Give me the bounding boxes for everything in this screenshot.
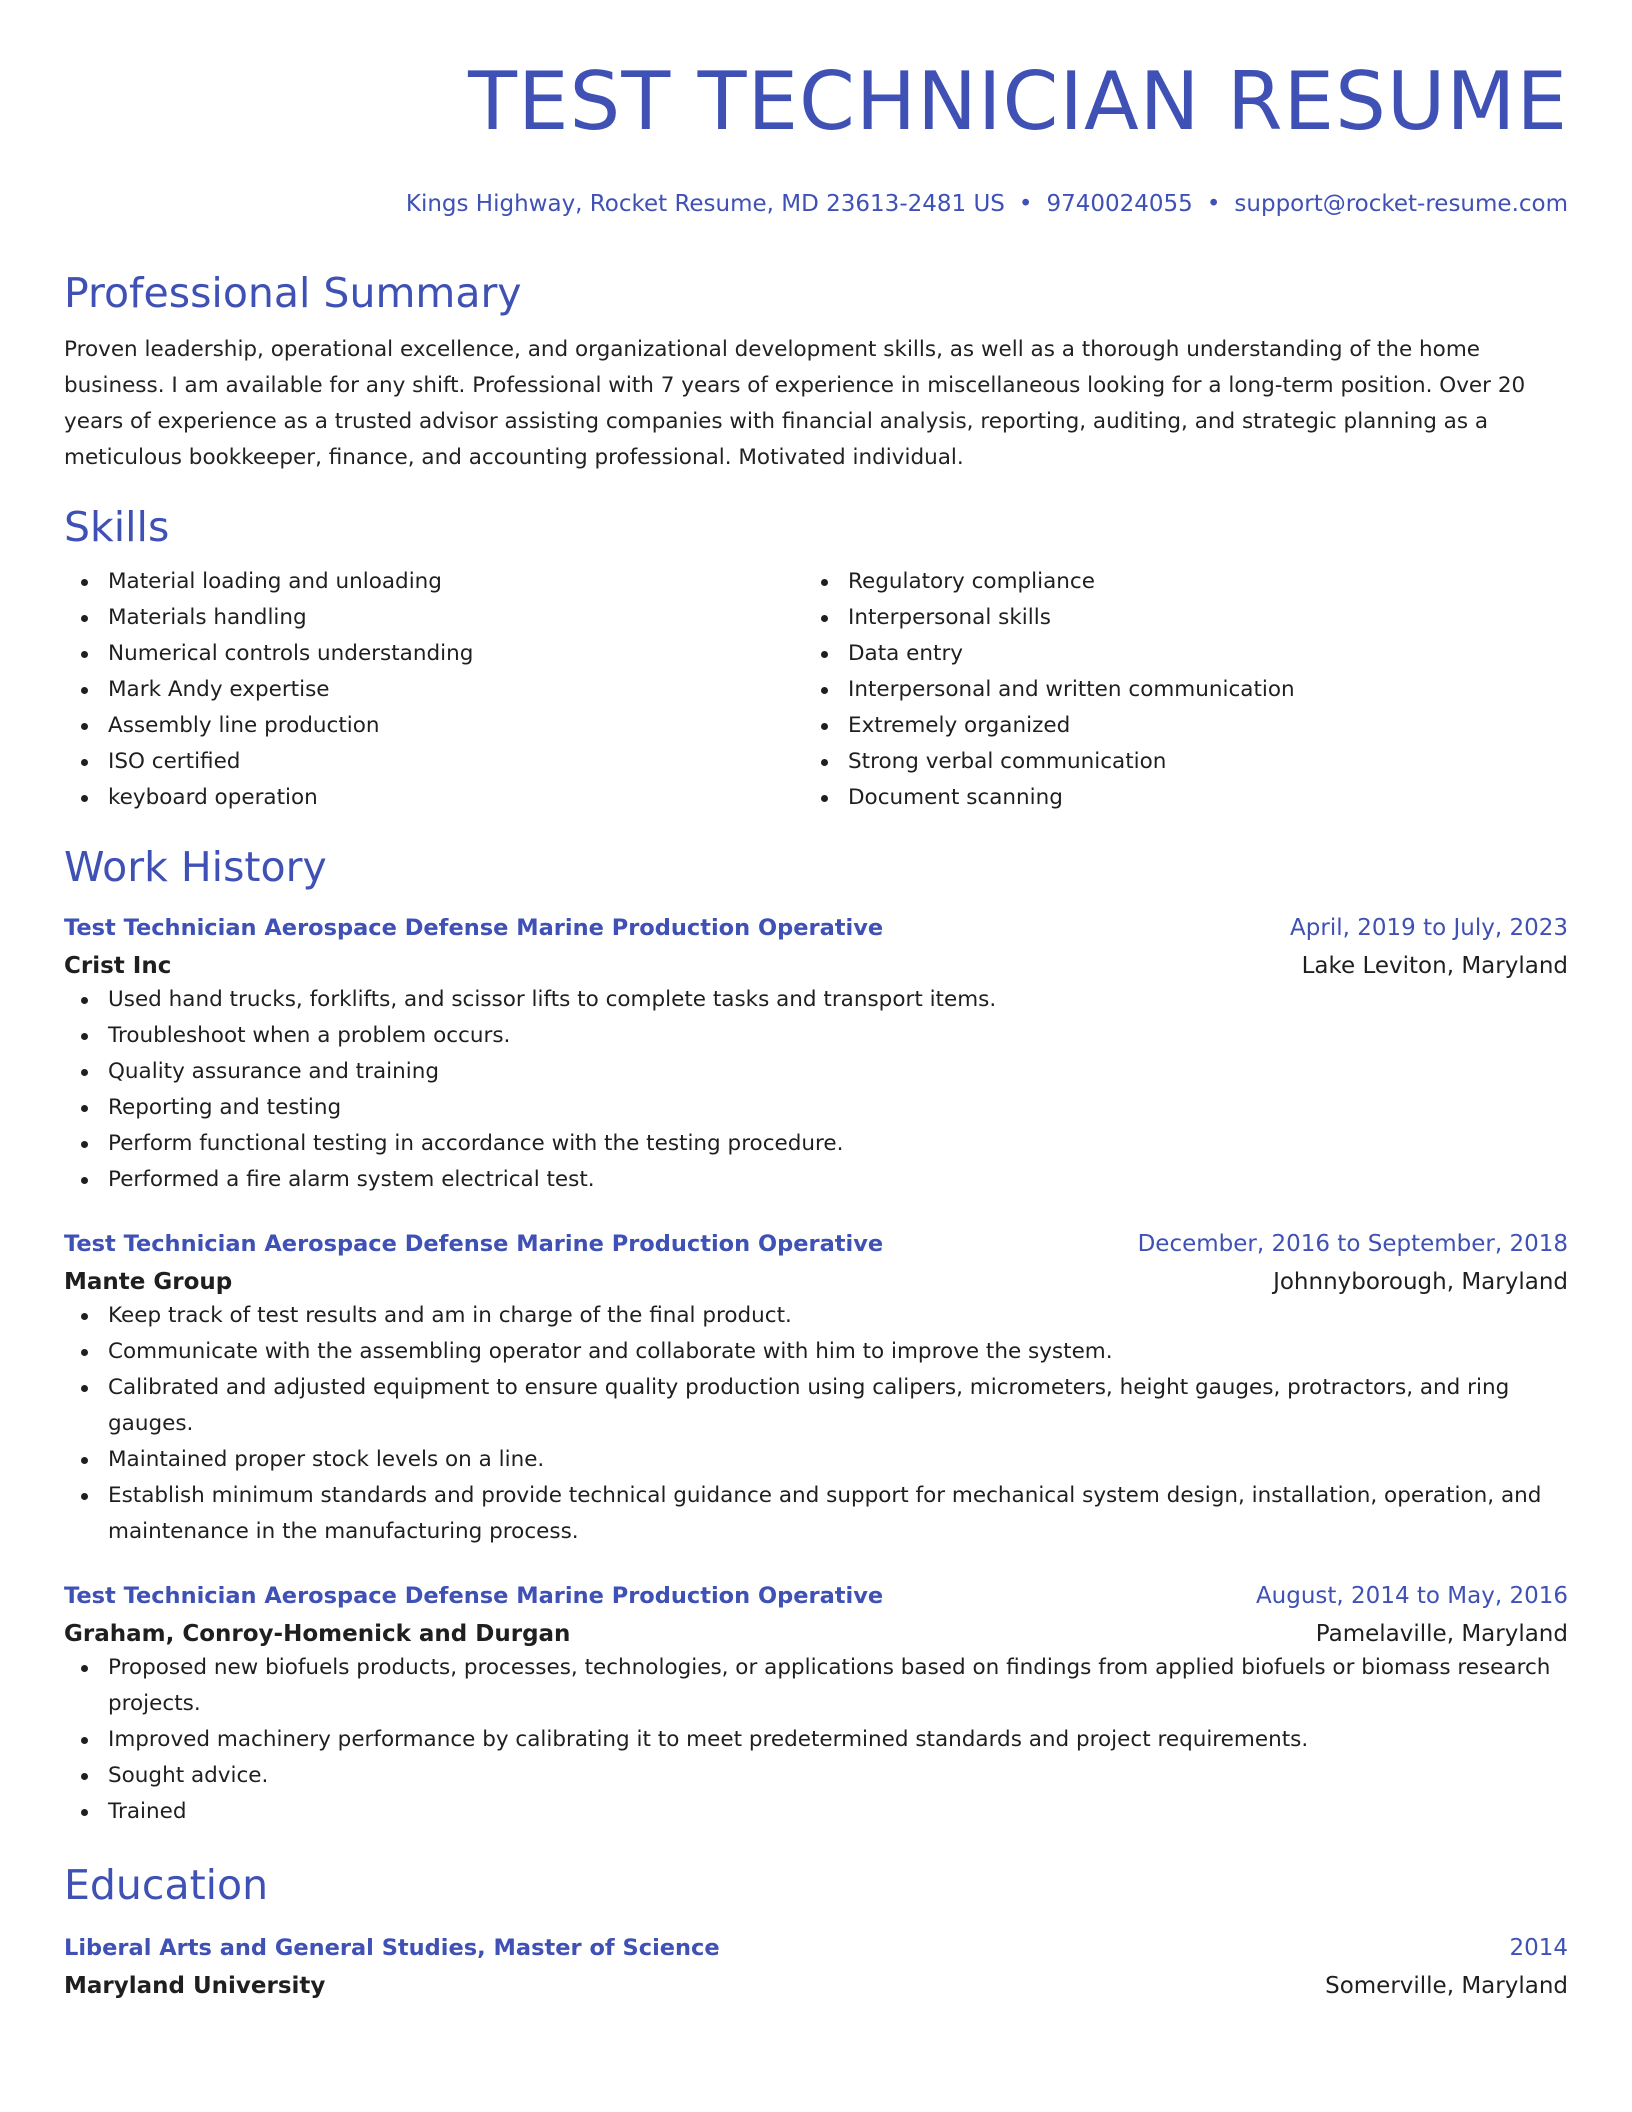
job-dates: April, 2019 to July, 2023 [1290,915,1568,941]
job-bullet: Troubleshoot when a problem occurs. [64,1018,1568,1054]
education-school: Maryland University [64,1973,326,1999]
skill-item: Assembly line production [64,708,804,744]
job-bullet: Used hand trucks, forklifts, and scissor lifts to complete tasks and transport items. [64,982,1568,1018]
job-location: Johnnyborough, Maryland [1273,1269,1568,1295]
job-dates: August, 2014 to May, 2016 [1255,1583,1568,1609]
contact-address: Kings Highway, Rocket Resume, MD 23613-2481 US [405,191,1005,217]
job-company: Mante Group [64,1269,233,1295]
skill-item: Interpersonal and written communication [804,672,1544,708]
job-bullet: Reporting and testing [64,1090,1568,1126]
job-entry [64,1580,1568,1830]
job-company-row [64,1612,1568,1650]
contact-phone: 9740024055 [1046,191,1193,217]
job-title-row [64,912,1568,944]
job-bullets [64,1298,1568,1550]
skill-item: Mark Andy expertise [64,672,804,708]
skill-item: Interpersonal skills [804,600,1544,636]
job-bullets [64,1650,1568,1830]
skills-grid [64,564,1568,816]
contact-separator: • [1206,191,1221,217]
job-title: Test Technician Aerospace Defense Marine Production Operative [64,1583,884,1609]
job-bullet: Perform functional testing in accordance with the testing procedure. [64,1126,1568,1162]
contact-email: support@rocket-resume.com [1234,191,1568,217]
job-entry [64,912,1568,1198]
education-heading: Education [64,1861,269,1909]
skill-item: Extremely organized [804,708,1544,744]
job-bullet: Communicate with the assembling operator and collaborate with him to improve the system. [64,1334,1568,1370]
education-degree: Liberal Arts and General Studies, Master of Science [64,1935,720,1961]
skill-item: Material loading and unloading [64,564,804,600]
job-bullet: Calibrated and adjusted equipment to ensure quality production using calipers, micrometers, height gauges, protractors, and ring gauges. [64,1370,1568,1442]
job-title-row [64,1228,1568,1260]
education-school-row [64,1964,1568,2002]
job-bullet: Improved machinery performance by calibrating it to meet predetermined standards and project requirements. [64,1722,1568,1758]
education-entry [64,1932,1568,2002]
job-bullets [64,982,1568,1198]
job-dates: December, 2016 to September, 2018 [1137,1231,1568,1257]
job-location: Lake Leviton, Maryland [1301,953,1568,979]
job-entry [64,1228,1568,1550]
skill-item: Data entry [804,636,1544,672]
job-bullet: Quality assurance and training [64,1054,1568,1090]
skill-item: ISO certified [64,744,804,780]
job-bullet: Maintained proper stock levels on a line. [64,1442,1568,1478]
job-bullet: Performed a fire alarm system electrical test. [64,1162,1568,1198]
skills-heading: Skills [64,503,170,551]
skills-right-column [804,564,1544,816]
job-company-row [64,944,1568,982]
summary-text: Proven leadership, operational excellence, and organizational development skills, as well as a thorough understanding of the home business. I am available for any shift. Professional with 7 years of experience in miscellaneous looking for a long-term position. Over 20 years of experience as a trusted advisor assisting companies with financial analysis, reporting, auditing, and strategic planning as a meticulous bookkeeper, finance, and accounting professional. Motivated individual. [64,337,1526,470]
work-history-heading: Work History [64,843,327,891]
job-title: Test Technician Aerospace Defense Marine Production Operative [64,1231,884,1257]
job-company: Graham, Conroy-Homenick and Durgan [64,1621,571,1647]
job-bullet: Sought advice. [64,1758,1568,1794]
job-title-row [64,1580,1568,1612]
education-location: Somerville, Maryland [1325,1973,1568,1999]
job-title: Test Technician Aerospace Defense Marine Production Operative [64,915,884,941]
skill-item: keyboard operation [64,780,804,816]
job-company: Crist Inc [64,953,172,979]
skill-item: Numerical controls understanding [64,636,804,672]
skill-item: Materials handling [64,600,804,636]
job-company-row [64,1260,1568,1298]
skill-item: Document scanning [804,780,1544,816]
job-bullet: Keep track of test results and am in charge of the final product. [64,1298,1568,1334]
skill-item: Strong verbal communication [804,744,1544,780]
skill-item: Regulatory compliance [804,564,1544,600]
summary-heading: Professional Summary [64,269,522,317]
education-year: 2014 [1509,1935,1568,1961]
contact-line [64,188,1568,220]
resume-title: TEST TECHNICIAN RESUME [468,55,1568,148]
job-bullet: Establish minimum standards and provide technical guidance and support for mechanical system design, installation, operation, and maintenance in the manufacturing process. [64,1478,1568,1550]
job-location: Pamelaville, Maryland [1315,1621,1568,1647]
skills-left-column [64,564,804,816]
job-bullet: Proposed new biofuels products, processes, technologies, or applications based on findings from applied biofuels or biomass research projects. [64,1650,1568,1722]
job-bullet: Trained [64,1794,1568,1830]
education-degree-row [64,1932,1568,1964]
contact-separator: • [1018,191,1033,217]
